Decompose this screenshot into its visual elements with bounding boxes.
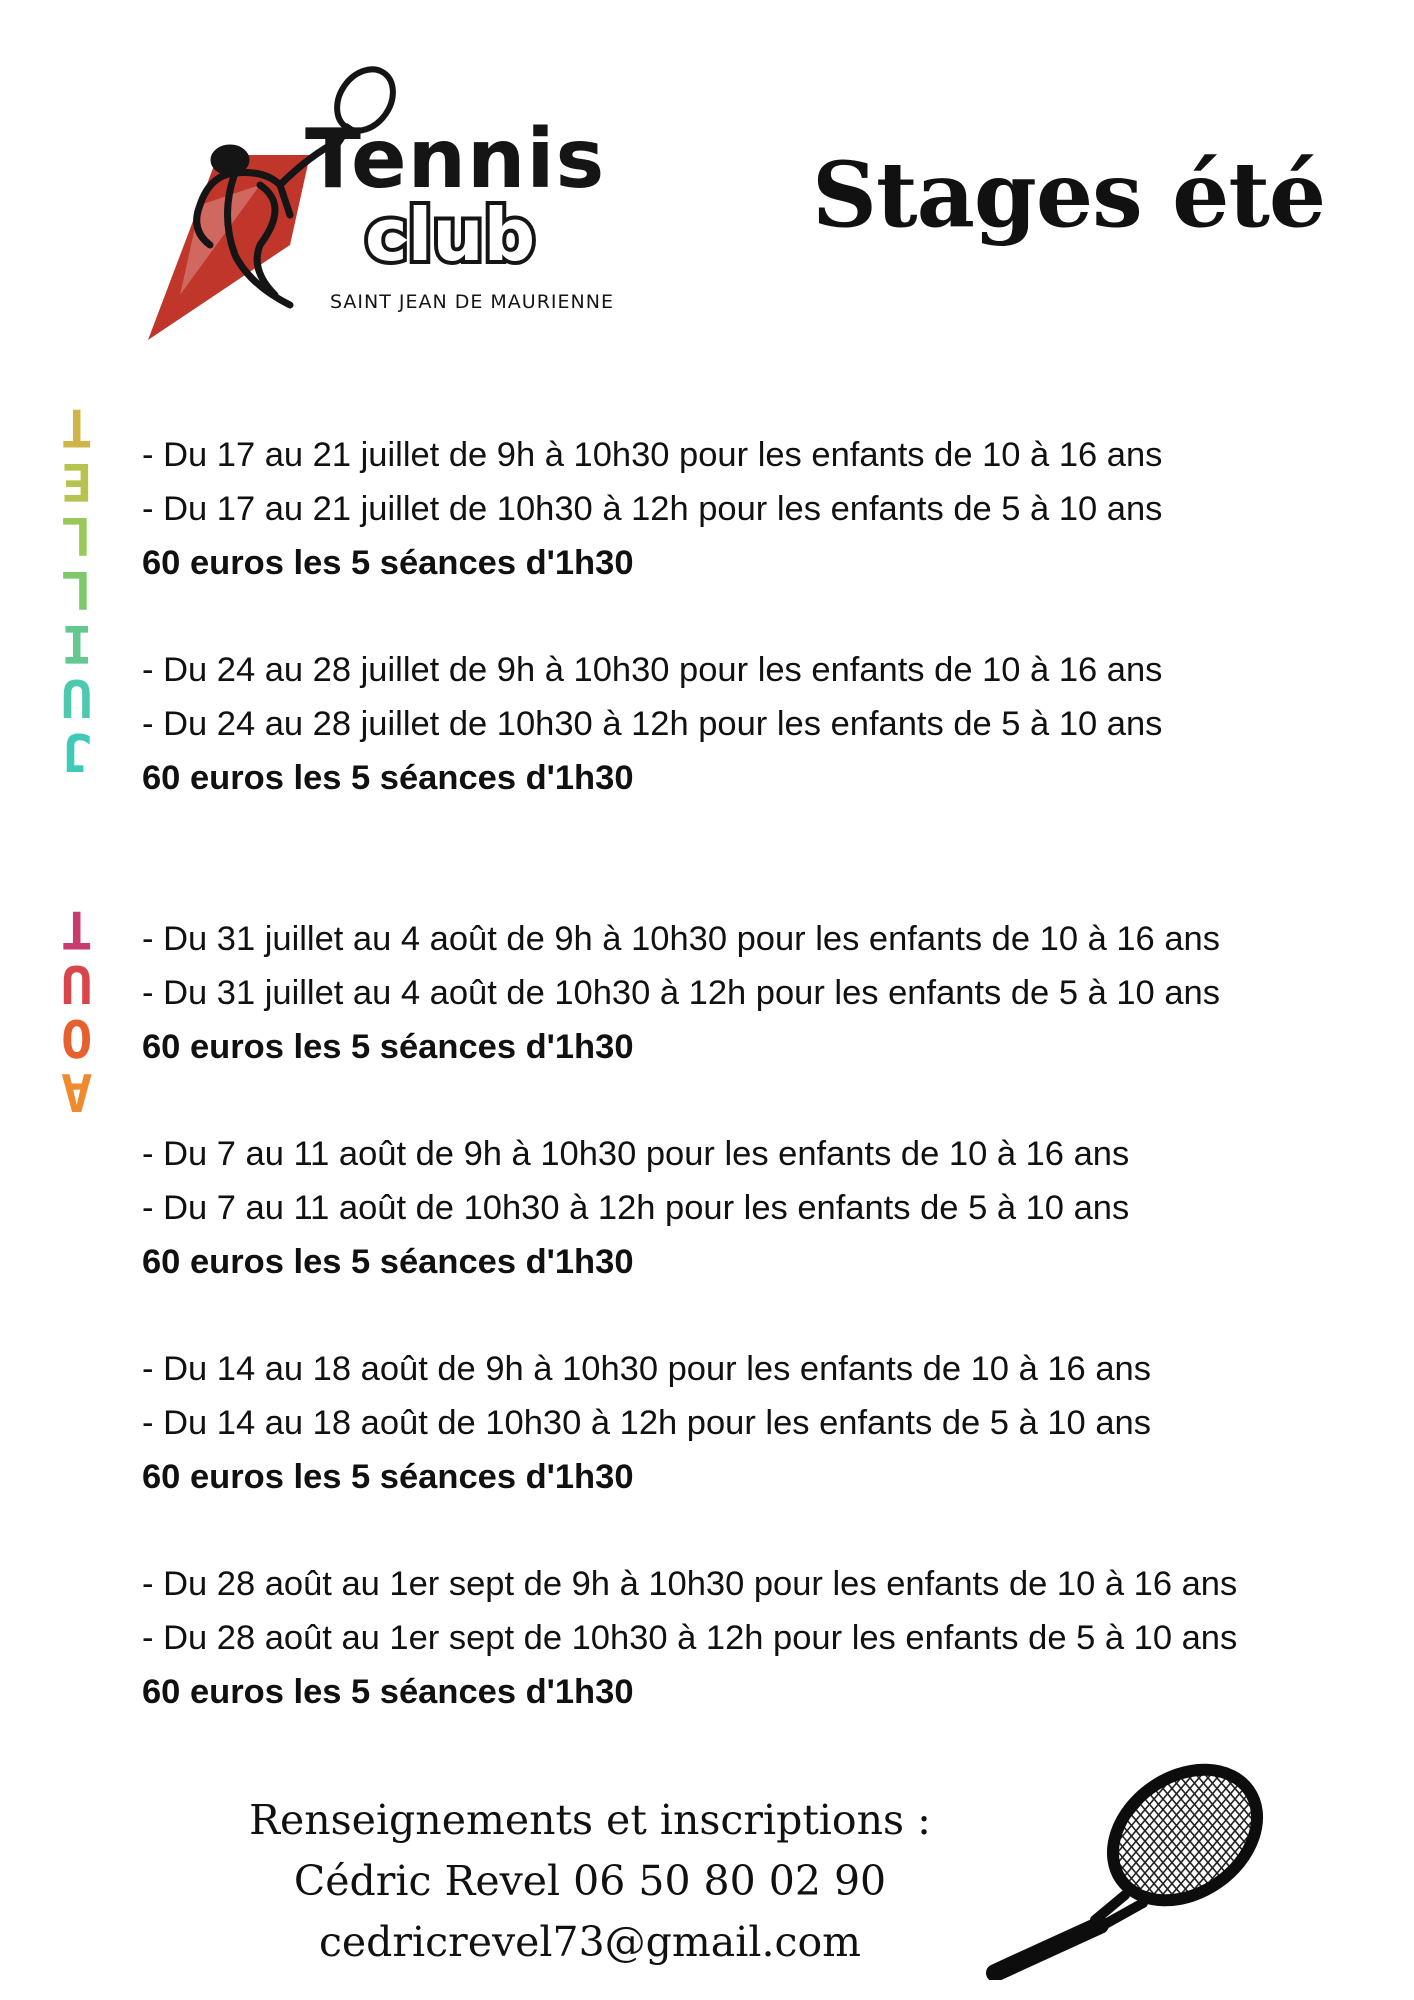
month-label-letter: L (61, 559, 93, 619)
price-line: 60 euros les 5 séances d'1h30 (142, 759, 634, 797)
month-label-letter: J (61, 721, 93, 781)
month-label-letter: T (61, 899, 93, 959)
month-label-letter: O (61, 1007, 93, 1067)
tennis-club-logo (140, 55, 700, 355)
logo-text-tennis: Tennis (305, 112, 606, 207)
schedule-block (142, 1342, 1392, 1504)
schedule-block (142, 428, 1392, 590)
contact-info (190, 1790, 990, 1973)
month-label-letter: U (61, 953, 93, 1013)
contact-heading: Renseignements et inscriptions : (249, 1796, 931, 1844)
schedule-line: - Du 28 août au 1er sept de 9h à 10h30 pour les enfants de 10 à 16 ans (142, 1565, 1238, 1603)
schedule-line: - Du 14 au 18 août de 9h à 10h30 pour les enfants de 10 à 16 ans (142, 1350, 1151, 1388)
schedule-line: - Du 24 au 28 juillet de 9h à 10h30 pour les enfants de 10 à 16 ans (142, 651, 1163, 689)
month-label-juillet (48, 397, 106, 781)
price-line: 60 euros les 5 séances d'1h30 (142, 1458, 634, 1496)
schedule-line: - Du 24 au 28 juillet de 10h30 à 12h pour les enfants de 5 à 10 ans (142, 705, 1163, 743)
month-label-letter: A (61, 1061, 93, 1121)
schedule-line: - Du 17 au 21 juillet de 9h à 10h30 pour les enfants de 10 à 16 ans (142, 436, 1163, 474)
contact-email: cedricrevel73@gmail.com (318, 1918, 862, 1966)
month-label-aout (48, 899, 106, 1121)
month-label-letter: T (61, 397, 93, 457)
schedule-line: - Du 31 juillet au 4 août de 10h30 à 12h pour les enfants de 5 à 10 ans (142, 974, 1220, 1012)
schedule-block (142, 1127, 1392, 1289)
month-label-letter: U (61, 667, 93, 727)
tennis-racket-icon (975, 1745, 1295, 1980)
schedule-line: - Du 14 au 18 août de 10h30 à 12h pour les enfants de 5 à 10 ans (142, 1404, 1151, 1442)
page-title: Stages été (812, 142, 1326, 248)
schedule-line: - Du 17 au 21 juillet de 10h30 à 12h pour les enfants de 5 à 10 ans (142, 490, 1163, 528)
schedule-block (142, 1557, 1392, 1719)
price-line: 60 euros les 5 séances d'1h30 (142, 1673, 634, 1711)
contact-name-phone: Cédric Revel 06 50 80 02 90 (293, 1857, 887, 1905)
schedule-line: - Du 31 juillet au 4 août de 9h à 10h30 pour les enfants de 10 à 16 ans (142, 920, 1220, 958)
schedule-list (142, 428, 1392, 1719)
price-line: 60 euros les 5 séances d'1h30 (142, 1243, 634, 1281)
logo-subtitle: SAINT JEAN DE MAURIENNE (330, 291, 614, 313)
price-line: 60 euros les 5 séances d'1h30 (142, 544, 634, 582)
schedule-block (142, 912, 1392, 1074)
month-label-letter: I (61, 613, 93, 673)
logo-text-club: club (365, 193, 536, 277)
schedule-line: - Du 28 août au 1er sept de 10h30 à 12h pour les enfants de 5 à 10 ans (142, 1619, 1238, 1657)
month-label-letter: L (61, 505, 93, 565)
schedule-line: - Du 7 au 11 août de 9h à 10h30 pour les enfants de 10 à 16 ans (142, 1135, 1130, 1173)
schedule-block (142, 643, 1392, 805)
price-line: 60 euros les 5 séances d'1h30 (142, 1028, 634, 1066)
schedule-line: - Du 7 au 11 août de 10h30 à 12h pour les enfants de 5 à 10 ans (142, 1189, 1130, 1227)
month-label-letter: E (61, 451, 93, 511)
